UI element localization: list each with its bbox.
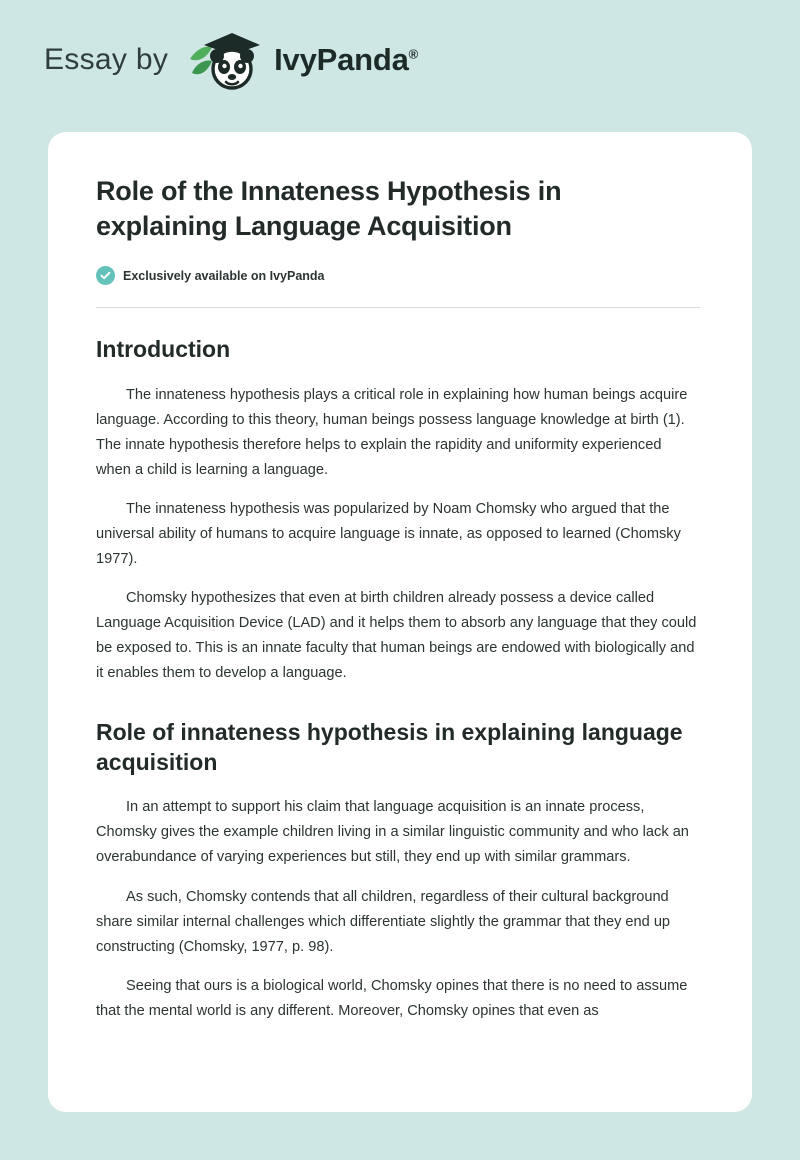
paragraph: Chomsky hypothesizes that even at birth children already possess a device called Language Acquisition Device (LAD) and it helps them to absorb any language that they could be exposed to. This is an innate faculty that human beings are endowed with biologically and it enables them to develop a language. [96, 590, 697, 682]
paragraph: The innateness hypothesis was popularized by Noam Chomsky who argued that the universal ability of humans to acquire language is innate, as opposed to learned (Chomsky 1977). [96, 500, 681, 568]
exclusive-label: Exclusively available on IvyPanda [123, 268, 325, 283]
brand-prefix-label: Essay by [44, 43, 169, 76]
paragraph: Seeing that ours is a biological world, Chomsky opines that there is no need to assume that the mental world is any different. Moreover, Chomsky opines that even as [96, 977, 688, 1019]
ivypanda-logo[interactable] [182, 29, 418, 91]
panda-graduate-icon [182, 29, 268, 91]
section-heading-role-of-innateness-hypothesis: Role of innateness hypothesis in explaining language acquisition [96, 718, 683, 775]
page-title: Role of the Innateness Hypothesis in explaining Language Acquisition [96, 176, 562, 242]
title-divider [96, 307, 700, 308]
section-heading-introduction: Introduction [96, 336, 231, 363]
check-circle-icon [96, 266, 115, 285]
brand-header [0, 0, 800, 80]
registered-mark: ® [408, 46, 419, 62]
status-badge [96, 266, 700, 285]
paragraph: The innateness hypothesis plays a critical role in explaining how human beings acquire language. According to this theory, human beings possess language knowledge at birth (1). The innate hypothesis therefore helps to explain the rapidity and uniformity experienced when a child is learning a language. [96, 386, 688, 478]
brand-name-text: IvyPanda [274, 42, 409, 77]
brand-name-label [274, 42, 418, 78]
document-card [48, 132, 752, 1112]
content-fade [48, 1078, 752, 1112]
paragraph: In an attempt to support his claim that language acquisition is an innate process, Chomsky gives the example children living in a similar linguistic community and who lack an overabundance of varying experiences but still, they end up with similar grammars. [96, 799, 689, 866]
paragraph: As such, Chomsky contends that all children, regardless of their cultural background share similar internal challenges which differentiate slightly the grammar that they end up constructing (Chomsky, 1977, p. 98). [96, 888, 671, 955]
